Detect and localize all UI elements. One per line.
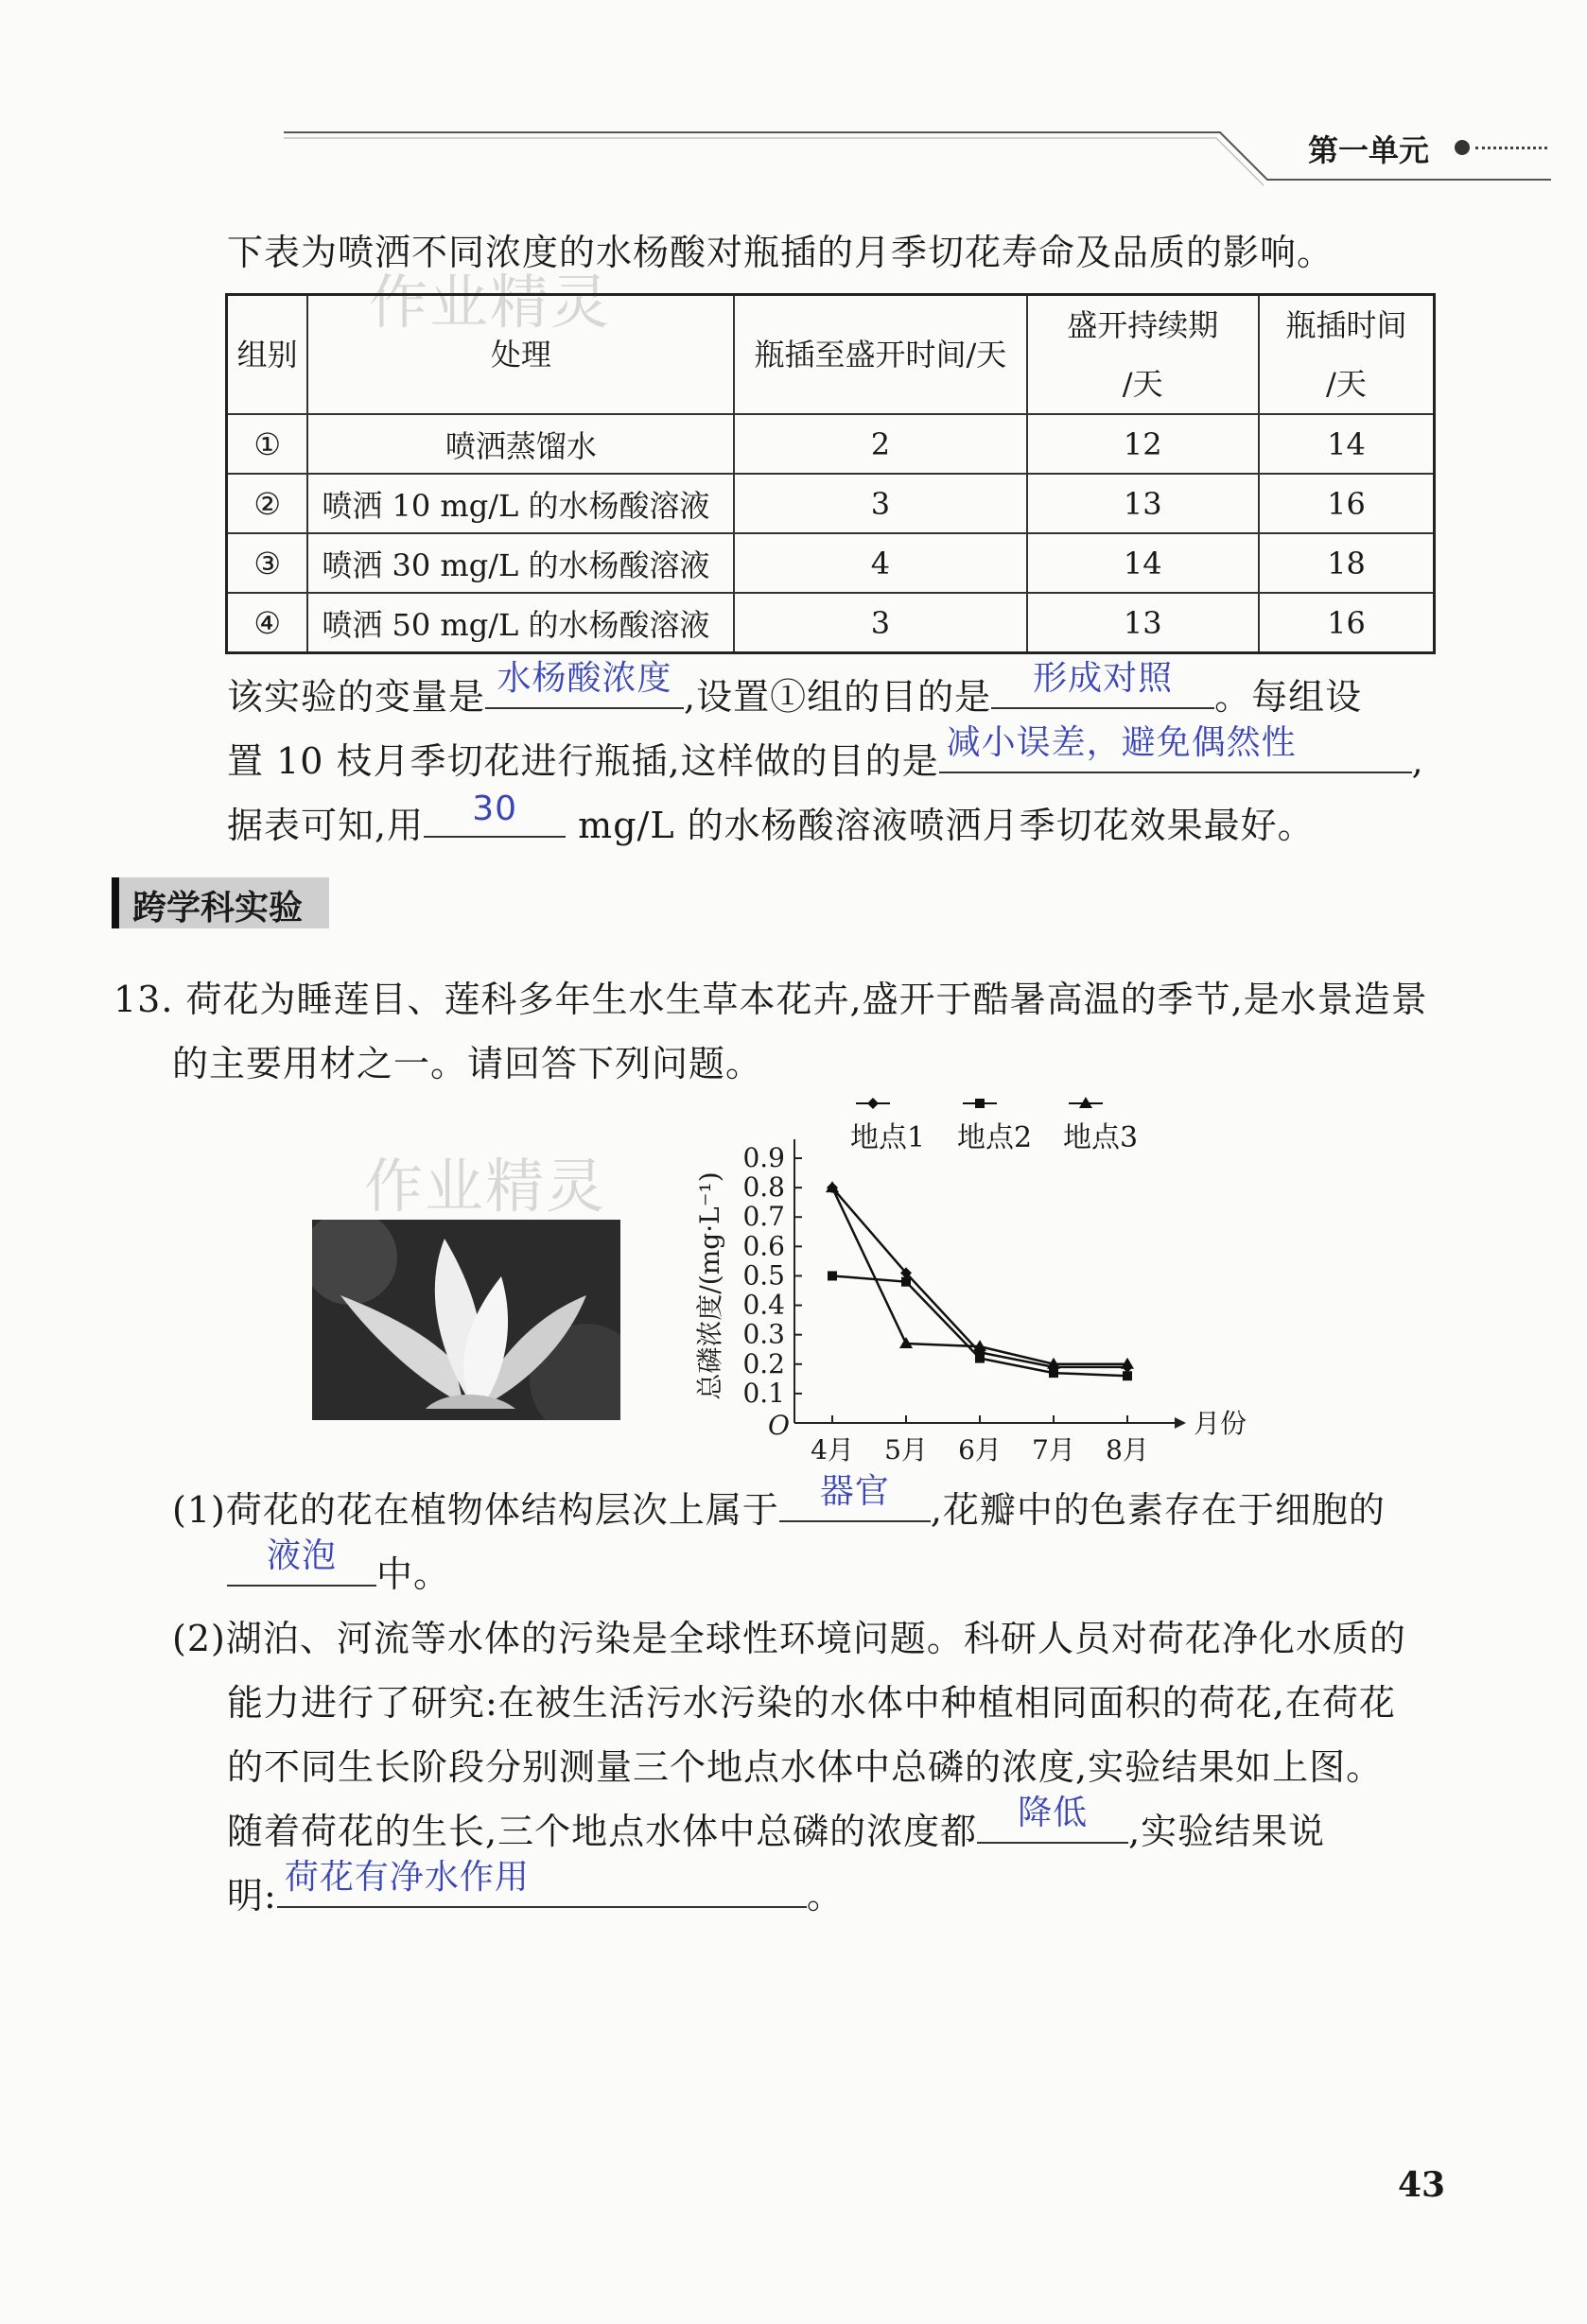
unit-title: 第一单元 bbox=[1308, 132, 1430, 168]
watermark: 作业精灵 bbox=[369, 268, 612, 337]
q12-line-3 bbox=[227, 789, 1315, 848]
q13-part1-line1 bbox=[172, 1472, 1386, 1533]
header-bloom-duration-line2: /天 bbox=[1122, 366, 1163, 402]
square-marker-icon bbox=[975, 1354, 985, 1363]
section-header bbox=[112, 877, 329, 928]
answer-blank-vacuole[interactable] bbox=[227, 1536, 376, 1587]
watermark: 作业精灵 bbox=[364, 1152, 607, 1221]
q13-part2-line3: 的不同生长阶段分别测量三个地点水体中总磷的浓度,实验结果如上图。 bbox=[227, 1746, 1384, 1788]
legend-label: 地点1 bbox=[850, 1121, 926, 1154]
cell-vase-time: 16 bbox=[1259, 474, 1435, 533]
header-dot-icon bbox=[1455, 140, 1470, 155]
series-line bbox=[832, 1188, 1127, 1364]
answer-trend: 降低 bbox=[1018, 1794, 1089, 1832]
q13-part2-line2: 能力进行了研究:在被生活污水污染的水体中种植相同面积的荷花,在荷花 bbox=[227, 1682, 1396, 1724]
answer-blank-concentration[interactable] bbox=[424, 789, 566, 838]
q13-text: 明: bbox=[227, 1875, 277, 1916]
y-tick-label: 0.2 bbox=[742, 1347, 785, 1379]
x-tick-label: 8月 bbox=[1106, 1434, 1149, 1466]
q13-line-1: 13. 荷花为睡莲目、莲科多年生水生草本花卉,盛开于酷暑高温的季节,是水景造景 bbox=[113, 979, 1428, 1020]
table-row bbox=[227, 593, 1435, 653]
cell-vase-time: 16 bbox=[1259, 593, 1435, 653]
answer-vacuole: 液泡 bbox=[266, 1536, 337, 1575]
q13-text: 。 bbox=[806, 1875, 844, 1916]
table-header-row bbox=[227, 295, 1435, 415]
answer-conclusion: 荷花有净水作用 bbox=[284, 1858, 530, 1897]
cell-group: ① bbox=[227, 414, 308, 474]
square-marker-icon bbox=[901, 1277, 911, 1287]
q13-part2-line4 bbox=[227, 1794, 1326, 1854]
q12-text: 置 10 枝月季切花进行瓶插,这样做的目的是 bbox=[227, 740, 939, 782]
cell-bloom-time: 2 bbox=[734, 414, 1026, 474]
answer-concentration: 30 bbox=[472, 789, 517, 828]
answer-variable: 水杨酸浓度 bbox=[497, 659, 672, 698]
lotus-photo bbox=[312, 1220, 620, 1420]
phosphorus-chart bbox=[690, 1092, 1277, 1470]
square-marker-icon bbox=[1123, 1371, 1132, 1380]
y-tick-label: 0.4 bbox=[742, 1289, 785, 1321]
cell-treatment: 喷洒 30 mg/L 的水杨酸溶液 bbox=[307, 533, 734, 593]
x-axis-arrow-icon bbox=[1175, 1417, 1186, 1429]
q13-part1-line2 bbox=[227, 1536, 451, 1597]
header-dotted-line bbox=[1475, 147, 1547, 149]
cell-treatment: 喷洒 10 mg/L 的水杨酸溶液 bbox=[307, 474, 734, 533]
answer-blank-organ[interactable] bbox=[779, 1472, 931, 1522]
x-tick-label: 6月 bbox=[958, 1434, 1002, 1466]
header-bloom-duration-line1: 盛开持续期 bbox=[1067, 307, 1219, 343]
q12-text: 该实验的变量是 bbox=[227, 676, 486, 718]
cell-bloom-time: 3 bbox=[734, 593, 1026, 653]
q13-line-2: 的主要用材之一。请回答下列问题。 bbox=[172, 1043, 763, 1084]
q13-text: 中。 bbox=[376, 1553, 451, 1595]
cell-treatment: 喷洒 50 mg/L 的水杨酸溶液 bbox=[307, 593, 734, 653]
cell-bloom-time: 3 bbox=[734, 474, 1026, 533]
y-tick-label: 0.7 bbox=[742, 1201, 785, 1233]
legend-label: 地点2 bbox=[957, 1121, 1033, 1154]
q13-text: 随着荷花的生长,三个地点水体中总磷的浓度都 bbox=[227, 1811, 978, 1852]
answer-blank-trend[interactable] bbox=[977, 1794, 1128, 1844]
header-bloom-duration bbox=[1027, 295, 1259, 415]
y-tick-label: 0.5 bbox=[742, 1259, 785, 1292]
intro-text: 下表为喷洒不同浓度的水杨酸对瓶插的月季切花寿命及品质的影响。 bbox=[227, 232, 1334, 273]
q12-line-2 bbox=[227, 723, 1424, 784]
q13-text: ,花瓣中的色素存在于细胞的 bbox=[930, 1489, 1386, 1531]
answer-purpose: 形成对照 bbox=[1033, 659, 1174, 698]
y-tick-label: 0.8 bbox=[742, 1171, 785, 1204]
cell-bloom-duration: 13 bbox=[1027, 593, 1259, 653]
x-tick-label: 5月 bbox=[884, 1434, 928, 1466]
cell-group: ④ bbox=[227, 593, 308, 653]
cell-group: ② bbox=[227, 474, 308, 533]
legend-label: 地点3 bbox=[1063, 1121, 1139, 1154]
table-row bbox=[227, 474, 1435, 533]
cell-treatment: 喷洒蒸馏水 bbox=[307, 414, 734, 474]
square-marker-icon bbox=[1049, 1368, 1058, 1378]
origin-label: O bbox=[768, 1410, 790, 1441]
cell-bloom-duration: 14 bbox=[1027, 533, 1259, 593]
y-axis-label: 总磷浓度/(mg·L⁻¹) bbox=[694, 1171, 725, 1400]
y-tick-label: 0.6 bbox=[742, 1230, 785, 1262]
cell-bloom-duration: 12 bbox=[1027, 414, 1259, 474]
q12-text: ,设置①组的目的是 bbox=[684, 676, 992, 718]
q13-part2-line1: (2)湖泊、河流等水体的污染是全球性环境问题。科研人员对荷花净化水质的 bbox=[172, 1618, 1406, 1659]
y-tick-label: 0.1 bbox=[742, 1377, 785, 1409]
answer-reason: 减小误差，避免偶然性 bbox=[946, 723, 1297, 762]
y-tick-label: 0.9 bbox=[742, 1142, 785, 1173]
x-axis-label: 月份 bbox=[1194, 1408, 1247, 1439]
answer-blank-reason[interactable] bbox=[939, 723, 1412, 773]
header-vase-time bbox=[1259, 295, 1435, 415]
q12-text: 据表可知,用 bbox=[227, 805, 425, 846]
table-row bbox=[227, 533, 1435, 593]
x-tick-label: 4月 bbox=[811, 1434, 854, 1466]
diamond-marker-icon bbox=[867, 1098, 879, 1109]
q13-part2-line5 bbox=[227, 1858, 844, 1918]
answer-blank-conclusion[interactable] bbox=[277, 1858, 807, 1908]
header-group: 组别 bbox=[227, 295, 308, 415]
answer-blank-purpose[interactable] bbox=[991, 659, 1214, 709]
page-number: 43 bbox=[1398, 2165, 1446, 2205]
answer-organ: 器官 bbox=[819, 1472, 890, 1511]
cell-bloom-time: 4 bbox=[734, 533, 1026, 593]
q12-text: 。每组设 bbox=[1214, 676, 1363, 718]
y-tick-label: 0.3 bbox=[742, 1318, 785, 1350]
salicylic-acid-table bbox=[225, 293, 1436, 654]
cell-group: ③ bbox=[227, 533, 308, 593]
header-vase-time-line1: 瓶插时间 bbox=[1285, 307, 1407, 343]
square-marker-icon bbox=[828, 1271, 837, 1280]
square-marker-icon bbox=[975, 1099, 985, 1108]
q12-text: , bbox=[1411, 740, 1424, 782]
cell-vase-time: 18 bbox=[1259, 533, 1435, 593]
x-tick-label: 7月 bbox=[1032, 1434, 1075, 1466]
q12-line-1 bbox=[227, 659, 1363, 720]
cell-bloom-duration: 13 bbox=[1027, 474, 1259, 533]
header-vase-time-line2: /天 bbox=[1326, 366, 1367, 402]
header-bloom-time: 瓶插至盛开时间/天 bbox=[734, 295, 1026, 415]
section-title: 跨学科实验 bbox=[132, 889, 304, 928]
answer-blank-variable[interactable] bbox=[485, 659, 684, 709]
cell-vase-time: 14 bbox=[1259, 414, 1435, 474]
q13-text: (1)荷花的花在植物体结构层次上属于 bbox=[172, 1489, 779, 1531]
q12-text: mg/L 的水杨酸溶液喷洒月季切花效果最好。 bbox=[566, 805, 1315, 846]
q13-text: ,实验结果说 bbox=[1128, 1811, 1326, 1852]
table-row bbox=[227, 414, 1435, 474]
header-treatment: 处理 bbox=[307, 295, 734, 415]
